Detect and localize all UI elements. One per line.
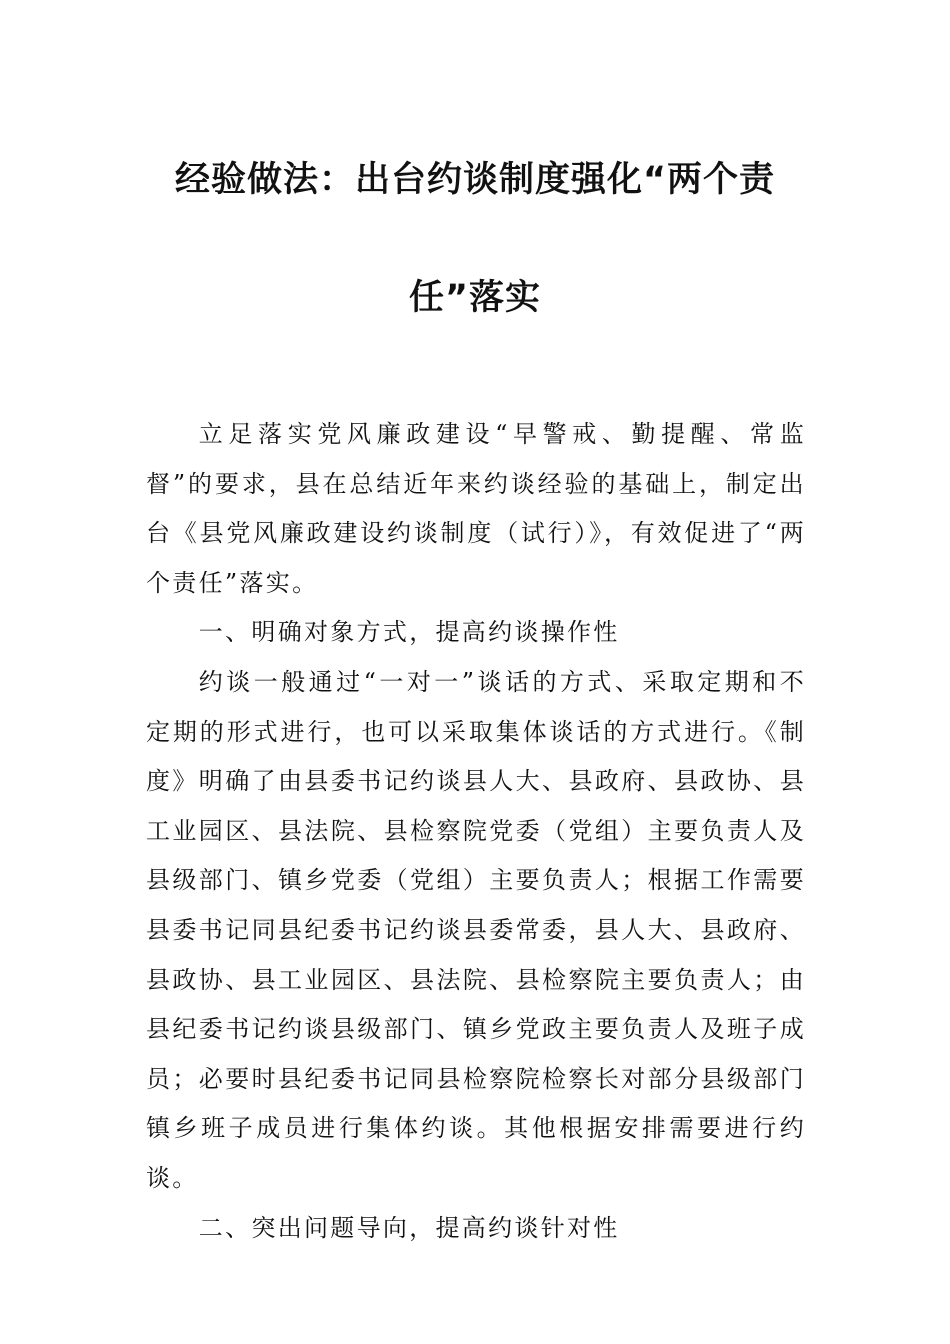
document-body (146, 410, 806, 1253)
section-heading-1: 一、明确对象方式，提高约谈操作性 (198, 618, 620, 647)
section-1-paragraph: 约谈一般通过“一对一”谈话的方式、采取定期和不定期的形式进行，也可以采取集体谈话的方式进行。《制度》明确了由县委书记约谈县人大、县政府、县政协、县工业园区、县法院、县检察院党委（党组）主要负责人及县级部门、镇乡党委（党组）主要负责人；根据工作需要县委书记同县纪委书记约谈县委常委，县人大、县政府、县政协、县工业园区、县法院、县检察院主要负责人；由县纪委书记约谈县级部门、镇乡党政主要负责人及班子成员；必要时县纪委书记同县检察院检察长对部分县级部门镇乡班子成员进行集体约谈。其他根据安排需要进行约谈。 (146, 667, 806, 1192)
section-heading-2: 二、突出问题导向，提高约谈针对性 (198, 1213, 620, 1242)
document-title-line-1: 经验做法：出台约谈制度强化“两个责 (174, 160, 775, 200)
document-title-line-2: 任”落实 (408, 278, 541, 318)
intro-paragraph: 立足落实党风廉政建设“早警戒、勤提醒、常监督”的要求，县在总结近年来约谈经验的基础上，制定出台《县党风廉政建设约谈制度（试行）》，有效促进了“两个责任”落实。 (146, 420, 806, 597)
